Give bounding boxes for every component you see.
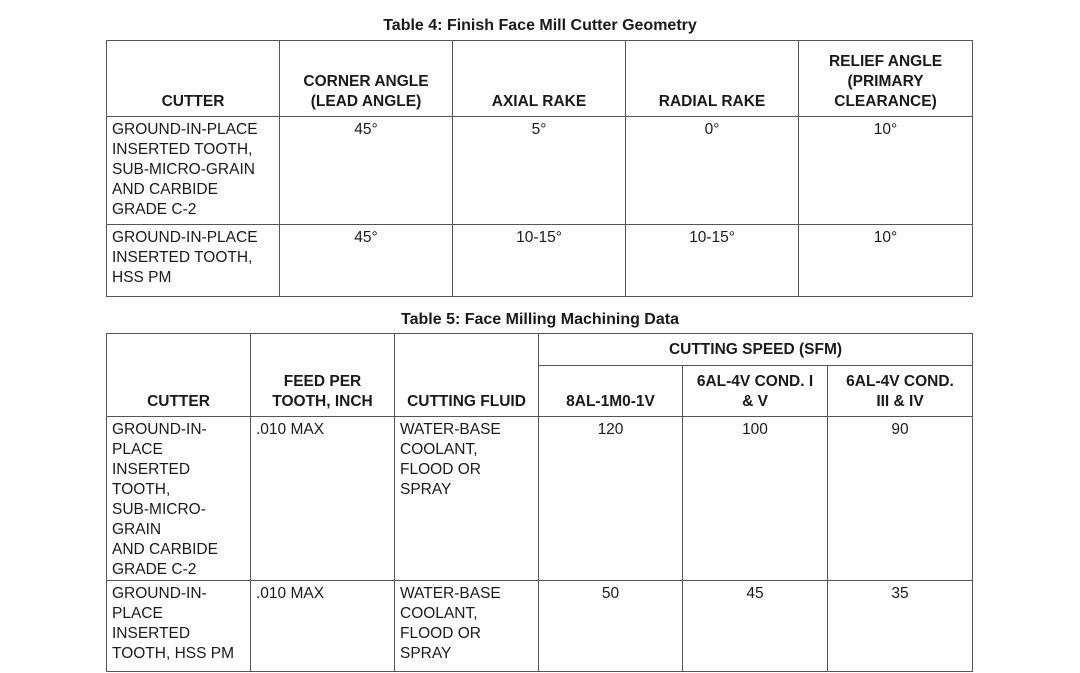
table4-cell-axial-rake: 5° <box>453 117 626 225</box>
table5 <box>106 333 973 672</box>
table4-cell-radial-rake: 0° <box>626 117 799 225</box>
table5-cutter-text: GROUND-IN-PLACE INSERTED TOOTH, SUB-MICRO-GRAIN AND CARBIDE GRADE C-2 <box>112 421 218 578</box>
table4-cell-corner-angle: 45° <box>280 225 453 297</box>
table-row <box>107 417 973 581</box>
table5-cell-8al: 50 <box>539 581 683 672</box>
table5-cell-6al-cond-1: 100 <box>683 417 828 581</box>
table5-header-6al-cond-3: 6AL-4V COND. III & IV <box>828 366 973 417</box>
table5-caption: Table 5: Face Milling Machining Data <box>401 311 679 328</box>
table4-cell-axial-rake: 10-15° <box>453 225 626 297</box>
table5-cell-cutter <box>107 581 251 672</box>
table5-header-feed: FEED PER TOOTH, INCH <box>251 334 395 417</box>
table5-cell-fluid: WATER-BASE COOLANT, FLOOD OR SPRAY <box>395 581 539 672</box>
table5-cutter-text: GROUND-IN-PLACE INSERTED TOOTH, HSS PM <box>112 585 235 662</box>
table5-cell-8al: 120 <box>539 417 683 581</box>
table4-header-relief-angle: RELIEF ANGLE (PRIMARY CLEARANCE) <box>799 41 973 117</box>
table4-header-axial-rake: AXIAL RAKE <box>453 41 626 117</box>
table5-header-fluid: CUTTING FLUID <box>395 334 539 417</box>
table4-header-row <box>107 41 973 117</box>
table5-header-8al: 8AL-1M0-1V <box>539 366 683 417</box>
table-row <box>107 225 973 297</box>
table4-cell-cutter: GROUND-IN-PLACE INSERTED TOOTH, SUB-MICRO-GRAIN AND CARBIDE GRADE C-2 <box>107 117 280 225</box>
table-row <box>107 117 973 225</box>
table5-cell-6al-cond-1: 45 <box>683 581 828 672</box>
table5-cell-feed: .010 MAX <box>251 417 395 581</box>
table5-header-6al-cond-1: 6AL-4V COND. I & V <box>683 366 828 417</box>
table5-cell-fluid: WATER-BASE COOLANT, FLOOD OR SPRAY <box>395 417 539 581</box>
table4-cell-relief-angle: 10° <box>799 225 973 297</box>
table4-header-corner-angle: CORNER ANGLE (LEAD ANGLE) <box>280 41 453 117</box>
table4-caption: Table 4: Finish Face Mill Cutter Geometry <box>383 17 697 34</box>
table5-cell-6al-cond-3: 90 <box>828 417 973 581</box>
table4-cell-corner-angle: 45° <box>280 117 453 225</box>
table5-header-cutter: CUTTER <box>107 334 251 417</box>
table4-cell-radial-rake: 10-15° <box>626 225 799 297</box>
table5-header-row <box>107 334 973 366</box>
table4-header-cutter: CUTTER <box>107 41 280 117</box>
table4-cell-cutter: GROUND-IN-PLACE INSERTED TOOTH, HSS PM <box>107 225 280 297</box>
table-row <box>107 581 973 672</box>
table4-cell-relief-angle: 10° <box>799 117 973 225</box>
table5-cell-feed: .010 MAX <box>251 581 395 672</box>
table4-header-radial-rake: RADIAL RAKE <box>626 41 799 117</box>
table5-header-cutting-speed: CUTTING SPEED (SFM) <box>539 334 973 366</box>
table4 <box>106 40 973 297</box>
table5-cell-6al-cond-3: 35 <box>828 581 973 672</box>
table5-cell-cutter <box>107 417 251 581</box>
